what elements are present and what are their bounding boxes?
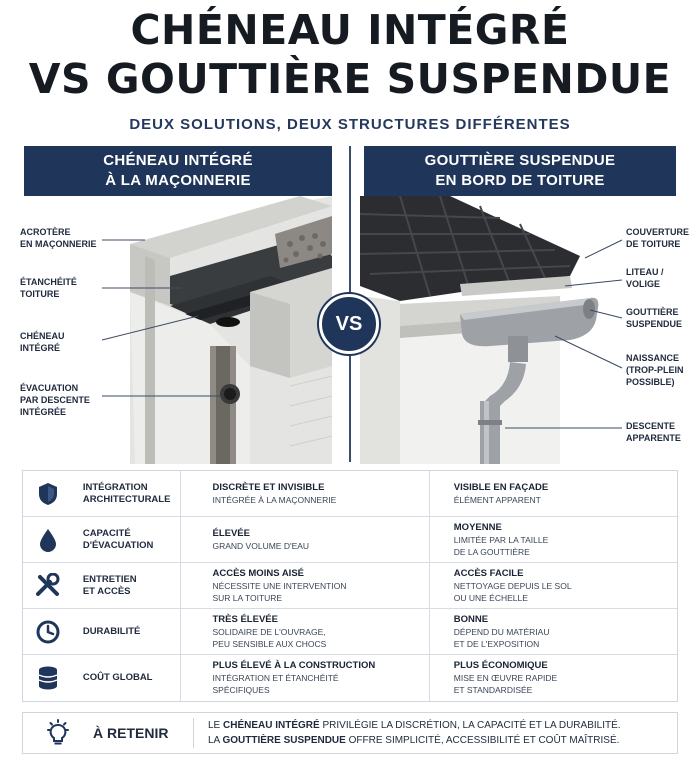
lightbulb-icon [45,719,71,747]
table-row [23,517,677,563]
cheneau-value: ACCÈS MOINS AISÉ NÉCESSITE UNE INTERVENTION SUR LA TOITURE [181,563,430,608]
cheneau-value: ÉLEVÉE GRAND VOLUME D'EAU [181,517,430,562]
label-acrotere: ACROTÈRE EN MAÇONNERIE [20,227,97,249]
clock-icon [36,620,60,644]
label-etancheite: ÉTANCHÉITÉ TOITURE [20,277,77,299]
table-row [23,563,677,609]
right-banner-line2: EN BORD DE TOITURE [435,172,605,189]
page-title-line2: VS GOUTTIÈRE SUSPENDUE [28,55,672,103]
gouttiere-value: PLUS ÉCONOMIQUE MISE EN ŒUVRE RAPIDE ET STANDARDISÉE [453,660,558,695]
label-couverture: COUVERTURE DE TOITURE [626,227,690,249]
summary-divider [193,718,194,748]
vs-badge: VS [319,294,379,354]
criterion-label: CAPACITÉ D'ÉVACUATION [73,517,181,562]
shield-icon [37,482,59,506]
criterion-label: COÛT GLOBAL [73,655,181,701]
gouttiere-value: MOYENNE LIMITÉE PAR LA TAILLE DE LA GOUTTIÈRE [453,521,549,557]
gouttiere-value: VISIBLE EN FAÇADE ÉLÉMENT APPARENT [453,481,549,505]
criterion-label: INTÉGRATION ARCHITECTURALE [73,471,181,516]
table-row [23,471,677,517]
criterion-label: ENTRETIEN ET ACCÈS [73,563,181,608]
summary-title: À RETENIR [93,725,169,741]
summary-box [22,712,678,754]
page-subtitle: DEUX SOLUTIONS, DEUX STRUCTURES DIFFÉRENTES [129,116,571,133]
table-row [23,655,677,701]
label-descente: DESCENTE APPARENTE [626,421,681,443]
gouttiere-value: BONNE DÉPEND DU MATÉRIAU ET DE L'EXPOSITION [453,613,550,649]
page-title-line1: CHÉNEAU INTÉGRÉ [130,6,570,54]
cheneau-value: DISCRÈTE ET INVISIBLE INTÉGRÉE À LA MAÇONNERIE [181,471,430,516]
cheneau-value: PLUS ÉLEVÉ À LA CONSTRUCTION INTÉGRATION ET ÉTANCHÉITÉ SPÉCIFIQUES [181,655,430,701]
right-banner [364,146,676,196]
label-liteau: LITEAU / VOLIGE [626,267,664,289]
label-cheneau: CHÉNEAU INTÉGRÉ [20,331,65,353]
criterion-label: DURABILITÉ [73,609,181,654]
comparison-table [22,470,678,702]
water-drop-icon [39,528,57,552]
right-banner-line1: GOUTTIÈRE SUSPENDUE [424,152,616,169]
gouttiere-value: ACCÈS FACILE NETTOYAGE DEPUIS LE SOL OU UNE ÉCHELLE [453,567,572,603]
table-row [23,609,677,655]
left-banner-line2: À LA MAÇONNERIE [105,172,251,189]
coins-icon [36,665,60,691]
label-naissance: NAISSANCE (TROP-PLEIN POSSIBLE) [626,353,684,387]
left-banner [24,146,332,196]
label-evacuation: ÉVACUATION PAR DESCENTE INTÉGRÉE [20,383,90,417]
left-banner-line1: CHÉNEAU INTÉGRÉ [103,152,253,169]
cheneau-value: TRÈS ÉLEVÉE SOLIDAIRE DE L'OUVRAGE, PEU SENSIBLE AUX CHOCS [181,609,430,654]
summary-text: LE CHÉNEAU INTÉGRÉ PRIVILÉGIE LA DISCRÉTION, LA CAPACITÉ ET LA DURABILITÉ. LA GOUTTIÈRE SUSPENDUE OFFRE SIMPLICITÉ, ACCESSIBILITÉ ET COÛT MAÎTRISÉ. [208,720,621,746]
label-gouttiere: GOUTTIÈRE SUSPENDUE [626,307,683,329]
tools-icon [35,573,61,599]
